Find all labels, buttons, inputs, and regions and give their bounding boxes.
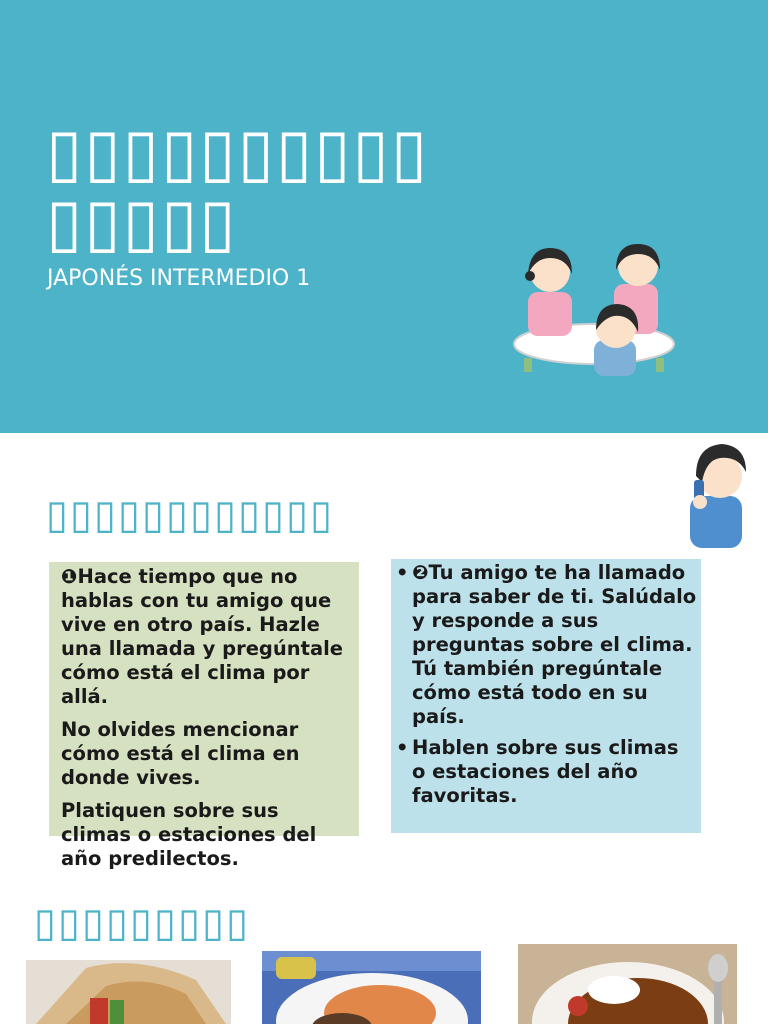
food-photo-rice-plate bbox=[262, 951, 481, 1024]
role-card-a-text bbox=[61, 565, 353, 880]
food-photo-curry bbox=[518, 944, 737, 1024]
people-at-table-illustration bbox=[510, 240, 680, 380]
role-card-b-bullet: • ❷Tu amigo te ha llamado para saber de ti. Salúdalo y responde a sus preguntas sobre el clima. Tú también pregúntale cómo está todo en su país. bbox=[396, 561, 698, 729]
role-card-a-paragraph: No olvides mencionar cómo está el clima en donde vives. bbox=[61, 718, 300, 789]
header-banner bbox=[0, 0, 768, 433]
page-title: ▯▯▯▯▯▯▯▯▯▯▯▯▯▯▯ bbox=[46, 114, 430, 261]
role-card-b-bullet: • Hablen sobre sus climas o estaciones del año favoritas. bbox=[396, 736, 698, 808]
food-photo-wrap bbox=[26, 960, 231, 1024]
man-on-phone-illustration bbox=[684, 436, 748, 548]
role-card-a-paragraph: ❶Hace tiempo que no hablas con tu amigo que vive en otro país. Hazle una llamada y pregúntale cómo está el clima por allá. bbox=[61, 565, 344, 708]
role-card-b-text bbox=[396, 561, 698, 815]
section-title-activity: ▯▯▯▯▯▯▯▯▯▯▯▯ bbox=[46, 492, 335, 538]
page-subtitle: JAPONÉS INTERMEDIO 1 bbox=[47, 266, 311, 291]
section-title-food: ▯▯▯▯▯▯▯▯▯ bbox=[34, 900, 251, 946]
role-card-a-paragraph: Platiquen sobre sus climas o estaciones del año predilectos. bbox=[61, 799, 317, 870]
